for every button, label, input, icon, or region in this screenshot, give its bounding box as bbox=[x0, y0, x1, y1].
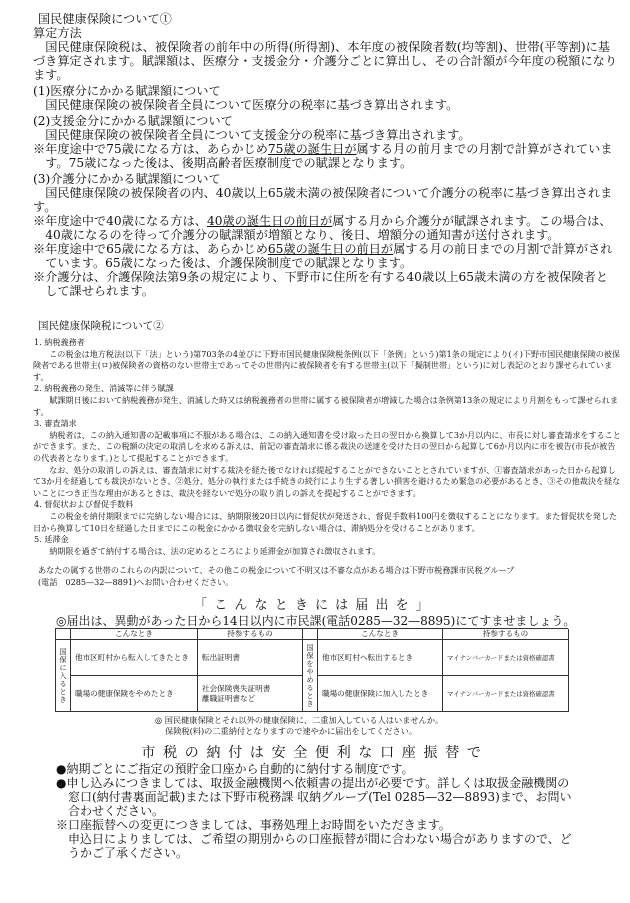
item-heading: 2. 納税義務の発生、消滅等に伴う賦課 bbox=[34, 383, 174, 394]
item2-body: 国民健康保険の被保険者全員について支援金分の税率に基づき算出されます。 bbox=[45, 128, 471, 142]
item-body: この税金を納付期限までに完納しない場合には、納期限後20日以内に督促状が発送され、督促手数料100円を徴収することになります。また督促状を発した日から換算して10日を経過した日までにこの税金にかかる徴収金を完納しない場合は、滞納処分を受けることがあります。 bbox=[33, 510, 618, 533]
cell-when: 他市区町村へ転出するとき bbox=[318, 640, 443, 676]
notice-note-1: ◎ 国民健康保険とそれ以外の健康保険に、二重加入している人はいませんか。 bbox=[155, 715, 444, 726]
item-heading: 1. 納税義務者 bbox=[34, 337, 85, 347]
item1-body: 国民健康保険の被保険者全員について医療分の税率に基づき算出されます。 bbox=[45, 98, 459, 112]
header-bring: 持参するもの bbox=[443, 629, 569, 640]
section-2-title: 国民健康保険税について② bbox=[38, 320, 164, 332]
item2-heading: (2)支援金分にかかる賦課額について bbox=[33, 114, 233, 128]
item3-body: 国民健康保険の被保険者の内、40歳以上65歳未満の被保険者について介護分の税率に基づき算出されます。 bbox=[33, 186, 613, 214]
cell-bring bbox=[198, 676, 303, 712]
notice-notes bbox=[155, 715, 630, 737]
item-body: 納期限を過ぎて納付する場合は、法の定めるところにより延滞金が加算され徴収されます。 bbox=[49, 545, 381, 556]
underlined-text: 75歳の誕生日が bbox=[267, 142, 357, 156]
header-blank bbox=[303, 629, 318, 640]
cell-when: 職場の健康保険をやめたとき bbox=[71, 676, 198, 712]
transfer-note-a: ※口座振替への変更につきましては、事務処理上お時間をいただきます。 bbox=[56, 818, 451, 833]
underlined-text: 40歳の誕生日の前日が bbox=[206, 214, 333, 228]
item3-note-1 bbox=[33, 214, 618, 242]
item-body: 納税者は、この納入通知書の記載事項に不服がある場合は、この納入通知書を受け取った日の翌日から換算して3か月以内に、市長に対し審査請求をすることができます。また、この税額の決定の取消しを求める訴えは、前記の審査請求に係る裁決の送達を受けた日の翌日から起算して6か月以内に市を被告(市長が被告の代表者となります。)として提起することができます。 bbox=[33, 429, 621, 463]
transfer-note-b: 申込日によりましては、ご希望の期別からの口座振替が間に合わない場合がありますので、どうかご了承ください。 bbox=[68, 832, 572, 861]
underlined-text: 65歳の誕生日の前日が bbox=[267, 242, 394, 256]
notification-table bbox=[55, 628, 568, 712]
section-2 bbox=[30, 337, 622, 588]
item3-note-2 bbox=[33, 242, 618, 270]
note-text: 属する月の前月までの月割で計算がされています。75歳になった後は、後期高齢者医療制度での賦課となります。 bbox=[45, 142, 613, 170]
transfer-section bbox=[56, 762, 576, 860]
notice-lead: ◎届出は、異動があった日から14日以内に市民課(電話0285—32—8895)にてすませましょう。 bbox=[56, 614, 576, 629]
note-text: ※年度途中で75歳になる方は、あらかじめ bbox=[33, 142, 268, 156]
note-text: 属する月の前日までの月割で計算がされています。65歳になった後は、介護保険制度での賦課となります。 bbox=[45, 242, 613, 270]
transfer-title: 市税の納付は安全便利な口座振替で bbox=[141, 745, 489, 762]
item1-heading: (1)医療分にかかる賦課額について bbox=[33, 84, 221, 98]
transfer-bullet-1: ●納期ごとにご指定の預貯金口座から自動的に納付する制度です。 bbox=[56, 762, 414, 777]
contact-tel: (電話 0285—32—8891)へお問い合わせください。 bbox=[38, 576, 234, 587]
item-body: なお、処分の取消しの訴えは、審査請求に対する裁決を経た後でなければ提起することができないこととされていますが、①審査請求があった日から起算して3か月を経過しても裁決がないとき、②処分、処分の執行または手続きの続行により生ずる著しい損害を避けるため緊急の必要があるとき、③その他裁決を経ないことにつき正当な理由があるときは、裁決を経ないで処分の取り消しの訴えを提起することができます。 bbox=[33, 464, 621, 498]
item3-note-3: ※介護分は、介護保険法第9条の規定により、下野市に住所を有する40歳以上65歳未満の方を被保険者として課せられます。 bbox=[33, 270, 609, 298]
cell-bring: マイナンバーカードまたは資格確認書 bbox=[443, 640, 569, 676]
item-heading: 4. 督促状および督促手数料 bbox=[34, 499, 134, 510]
group-label-leave-cell bbox=[303, 640, 318, 712]
item-body: 賦課期日後において納税義務が発生、消滅した時又は納税義務者の世帯に属する被保険者が増減した場合は条例第13条の規定により月割をもって課せられます。 bbox=[33, 394, 618, 417]
header-when: こんなとき bbox=[318, 629, 443, 640]
cell-bring: 転出証明書 bbox=[198, 640, 303, 676]
intro-paragraph: 国民健康保険税は、被保険者の前年中の所得(所得割)、本年度の被保険者数(均等割)、世帯(平等割)に基づき算定されます。賦課額は、医療分・支援金分・介護分ごとに算出し、その合計額が今年度の税額になります。 bbox=[33, 40, 618, 82]
item-heading: 5. 延滞金 bbox=[34, 534, 69, 545]
header-when: こんなとき bbox=[71, 629, 198, 640]
contact-text: あなたの属する世帯のこれらの内訳について、その他この税金について不明又は不審な点がある場合は下野市税務課市民税グループ bbox=[38, 565, 515, 576]
cell-when: 他市区町村から転入してきたとき bbox=[71, 640, 198, 676]
notice-note-2: 保険税(料)の二重納付となりますので速やかに届出をしてください。 bbox=[165, 726, 418, 737]
cell-bring: マイナンバーカードまたは資格確認書 bbox=[443, 676, 569, 712]
bring-line: 離職証明書など bbox=[202, 693, 256, 703]
item-body: この税金は地方税法(以下「法」という)第703条の4並びに下野市国民健康保険税条例(以下「条例」という)第1条の規定により(イ)下野市国民健康保険の被保険者である世帯主(ロ)被保険者の資格のない世帯主であってその世帯内に被保険者を有する世帯主(以下「擬制世帯」という)に対し表記のとおり課せられています。 bbox=[33, 348, 620, 382]
transfer-bullet-2: ●申し込みにつきましては、取扱金融機関へ依頼書の提出が必要です。詳しくは取扱金融機関の窓口(納付書裏面記載)または下野市税務課 収納グループ(Tel 0285—32—8893)まで、お問い合わせください。 bbox=[56, 776, 572, 819]
group-label-join: 国保に入るとき bbox=[59, 647, 67, 704]
note-text: ※年度途中で65歳になる方は、あらかじめ bbox=[33, 242, 268, 256]
group-label-leave: 国保をやめるとき bbox=[306, 643, 314, 708]
header-bring: 持参するもの bbox=[198, 629, 303, 640]
cell-when: 職場の健康保険に加入したとき bbox=[318, 676, 443, 712]
notice-title: 「こんなときには届出を」 bbox=[194, 598, 436, 614]
item2-note bbox=[33, 142, 618, 170]
header-blank bbox=[56, 629, 71, 640]
note-text: 属する月から介護分が賦課されます。この場合は、40歳になるのを待って介護分の賦課額が増額となり、後日、増額分の通知書が送付されます。 bbox=[45, 214, 612, 242]
item-heading: 3. 審査請求 bbox=[34, 418, 77, 429]
group-label-join-cell bbox=[56, 640, 71, 712]
note-text: ※年度途中で40歳になる方は、 bbox=[33, 214, 207, 228]
item3-heading: (3)介護分にかかる賦課額について bbox=[33, 172, 221, 186]
bring-line: 社会保険喪失証明書 bbox=[202, 683, 271, 693]
section-1-subtitle: 算定方法 bbox=[33, 26, 82, 40]
section-1 bbox=[33, 12, 618, 298]
section-1-title: 国民健康保険について① bbox=[38, 12, 172, 26]
